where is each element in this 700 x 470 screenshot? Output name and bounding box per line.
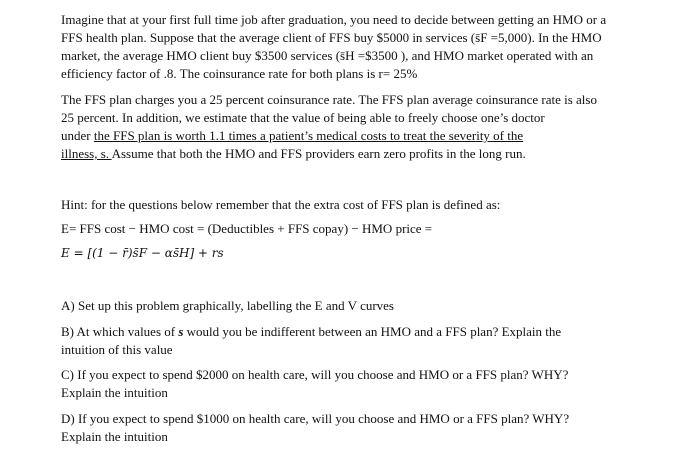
question-b-prefix: B) At which values of [61, 324, 179, 339]
question-c [61, 366, 641, 402]
question-text: intuition of this value [61, 342, 173, 357]
intro-line: Imagine that at your first full time job after graduation, you need to decide between getting an HMO or a [61, 12, 607, 27]
question-text: Explain the intuition [61, 385, 168, 400]
intro-line: efficiency factor of .8. The coinsurance rate for both plans is r= 25% [61, 66, 418, 81]
question-d [61, 410, 641, 446]
ffs-line [61, 127, 641, 145]
intro-paragraph [61, 11, 641, 83]
question-text: C) If you expect to spend $2000 on health care, will you choose and HMO or a FFS plan? WHY? [61, 367, 569, 382]
ffs-line: 25 percent. In addition, we estimate that the value of being able to freely choose one’s doctor [61, 110, 545, 125]
extra-cost-equation: E= FFS cost − HMO cost = (Deductibles + FFS copay) − HMO price = [61, 221, 433, 236]
question-text: D) If you expect to spend $1000 on health care, will you choose and HMO or a FFS plan? WHY? [61, 411, 570, 426]
ffs-line-text: under [61, 128, 94, 143]
question-b-suffix: would you be indifferent between an HMO and a FFS plan? Explain the [183, 324, 562, 339]
ffs-line [61, 145, 641, 163]
ffs-line-text: Assume that both the HMO and FFS providers earn zero profits in the long run. [111, 146, 526, 161]
ffs-line: The FFS plan charges you a 25 percent coinsurance rate. The FFS plan average coinsurance rate is also [61, 92, 597, 107]
ffs-plan-paragraph [61, 91, 641, 163]
question-text: A) Set up this problem graphically, labelling the E and V curves [61, 298, 394, 313]
intro-line: FFS health plan. Suppose that the average client of FFS buy $5000 in services (s̄F =5,000). In the HMO [61, 30, 602, 45]
intro-line: market, the average HMO client buy $3500 services (s̄H =$3500 ), and HMO market operated with an [61, 48, 594, 63]
question-a [61, 297, 641, 315]
question-b [61, 323, 641, 359]
question-text: Explain the intuition [61, 429, 168, 444]
hint-text: Hint: for the questions below remember that the extra cost of FFS plan is defined as: [61, 197, 501, 212]
underlined-text: the FFS plan is worth 1.1 times a patient’s medical costs to treat the severity of the [93, 128, 524, 143]
question-text [61, 323, 641, 341]
question-b-variable: s [178, 324, 184, 339]
extra-cost-formula: E = [(1 − r̄)s̄F − αs̄H] + rs [61, 246, 224, 260]
underlined-text: illness, s. [61, 146, 112, 161]
